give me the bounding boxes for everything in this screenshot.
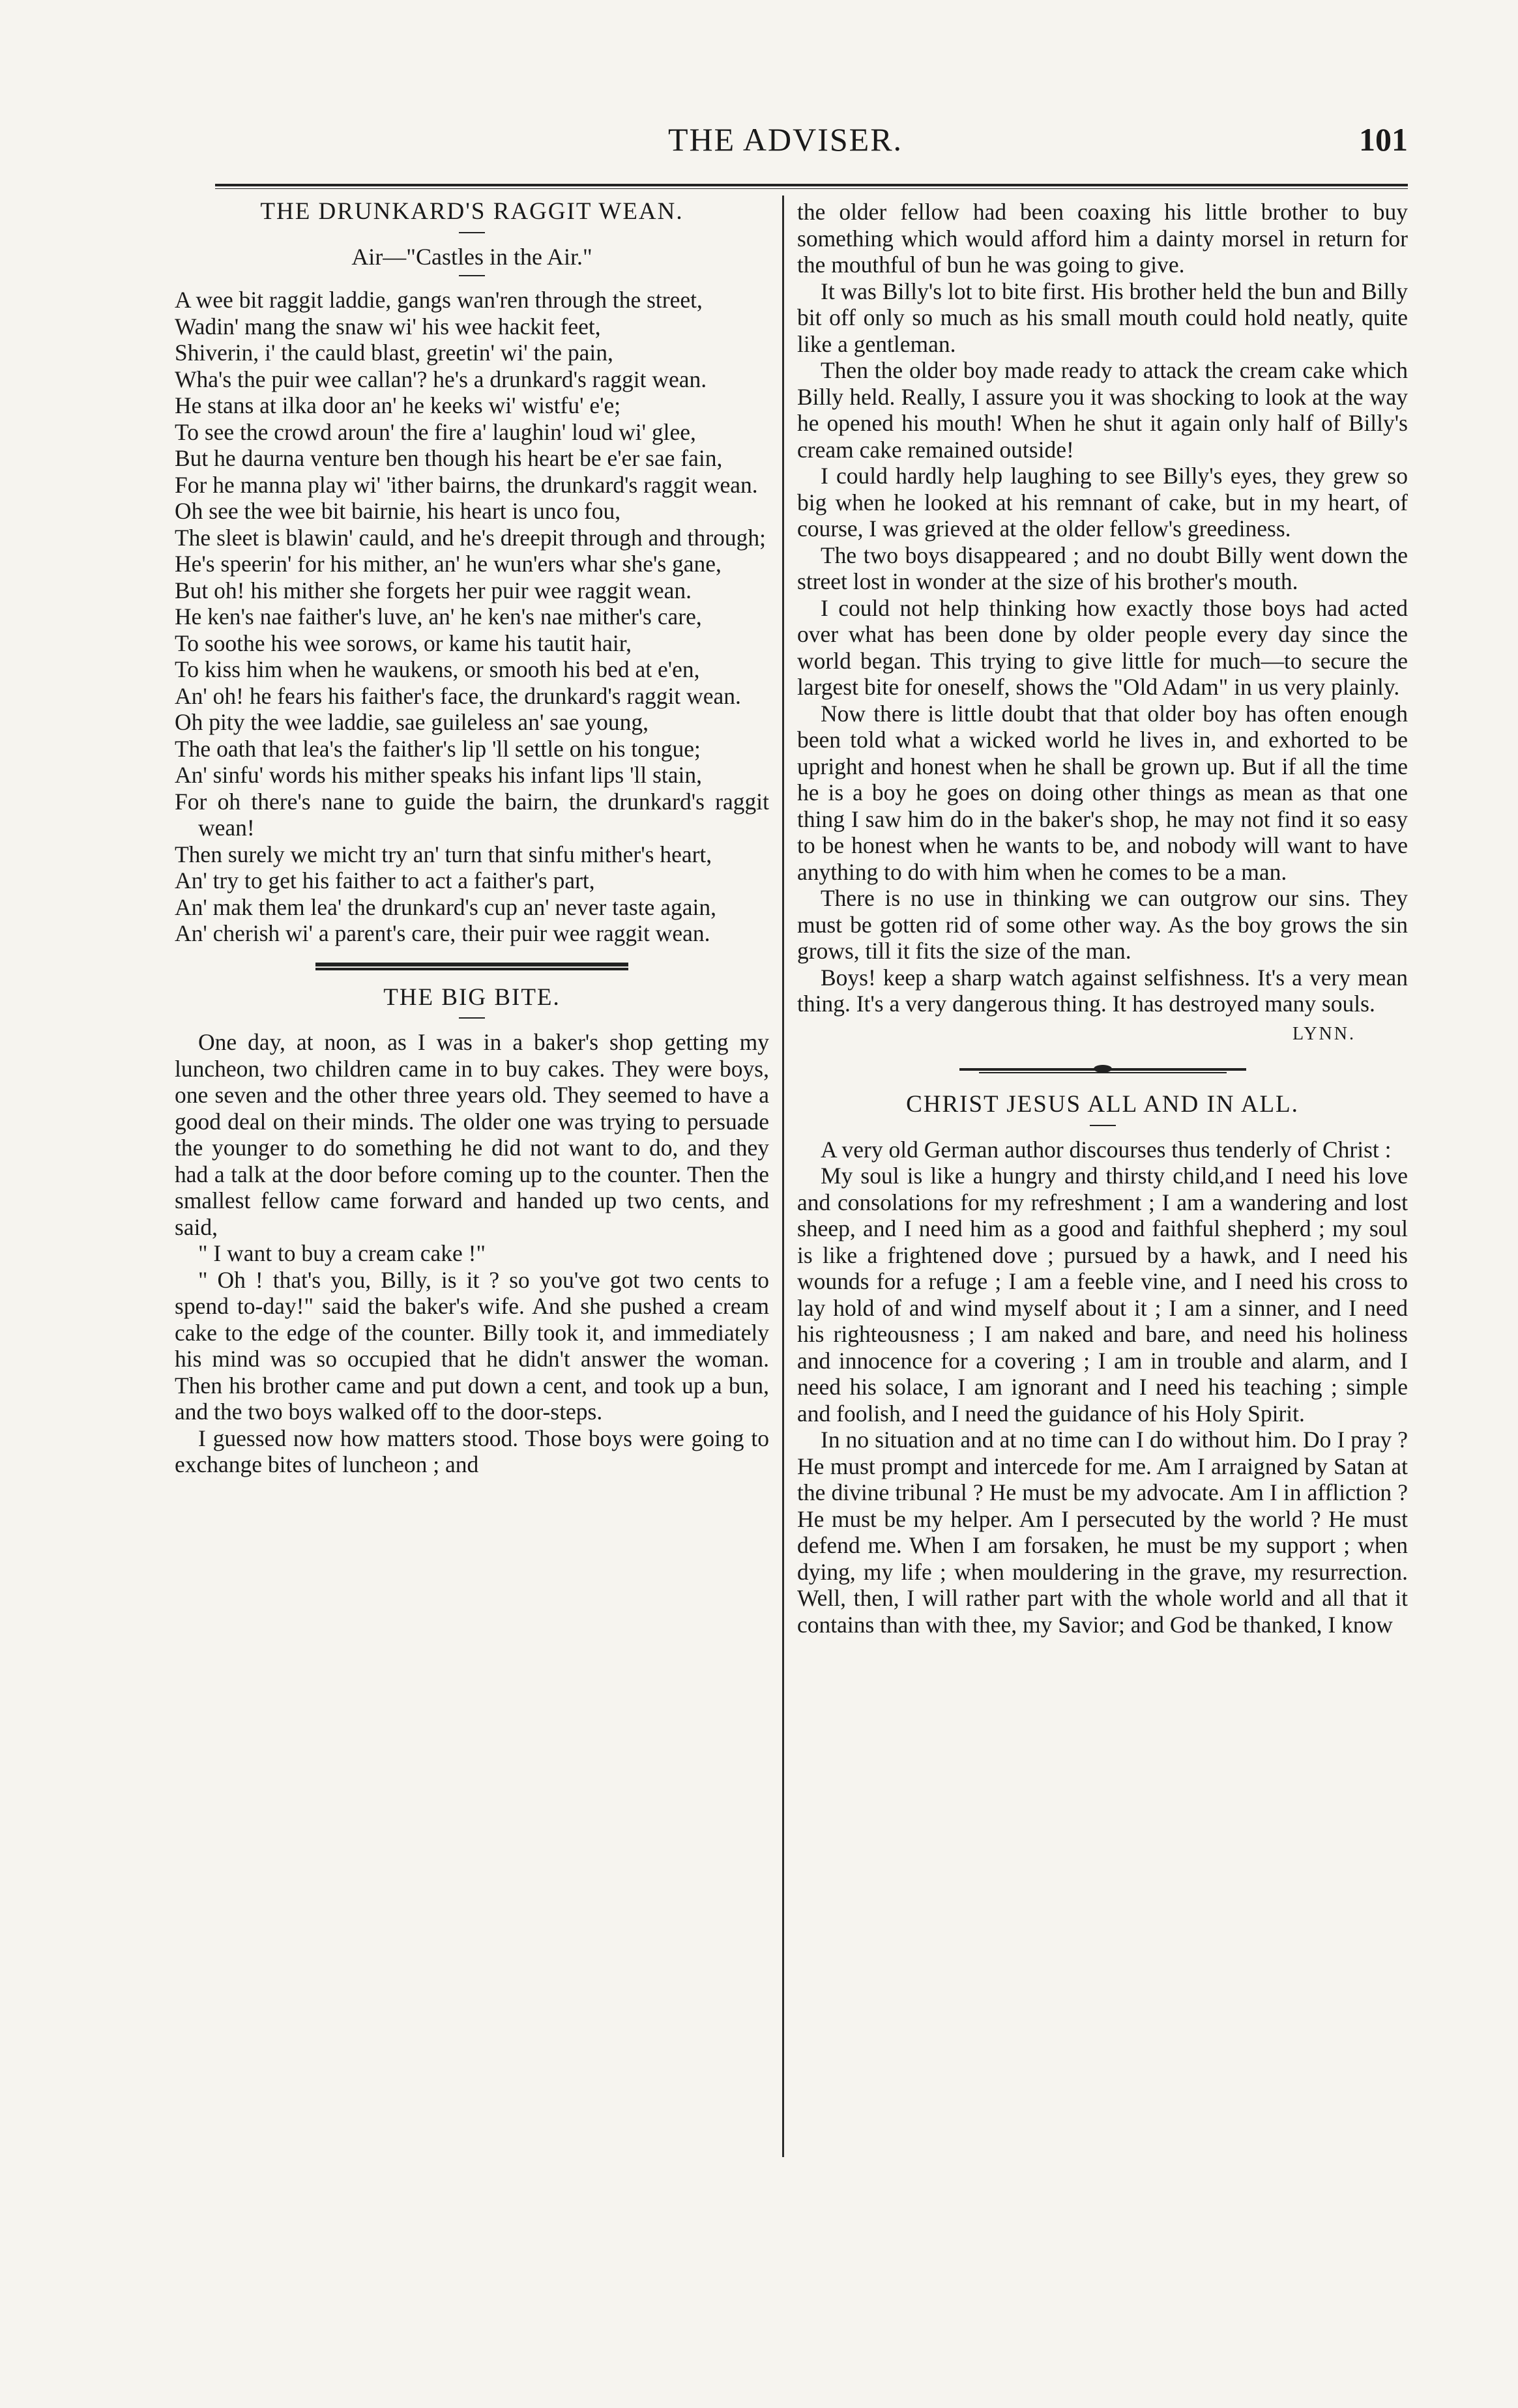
story-paragraph: " I want to buy a cream cake !" xyxy=(198,1240,486,1266)
story-paragraph: It was Billy's lot to bite first. His brother held the bun and Billy bit off only so much as his small mouth could hold neatly, quite like a gentleman. xyxy=(797,278,1408,357)
poem-air: Air—"Castles in the Air." xyxy=(351,243,592,270)
poem-line: Wha's the puir wee callan'? he's a drunkard's raggit wean. xyxy=(175,366,707,392)
story-paragraph: " Oh ! that's you, Billy, is it ? so you've got two cents to spend to-day!" said the baker's wife. And she pushed a cream cake to the edge of the counter. Billy took it, and immediately his mind was so occupied that he didn't answer the woman. Then his brother came and put down a cent, and took up a bun, and the two boys walked off to the door-steps. xyxy=(175,1266,769,1425)
title-dash xyxy=(459,232,485,233)
article-title: CHRIST JESUS ALL AND IN ALL. xyxy=(906,1091,1299,1118)
story-paragraph: I guessed now how matters stood. Those boys were going to exchange bites of luncheon ; and xyxy=(175,1425,769,1477)
article-paragraph: My soul is like a hungry and thirsty child,and I need his love and consolations for my refreshment ; I am a wandering and lost sheep, and I need him as a good and faithful shepherd ; my soul is like a frightened dove ; pursued by a hawk, and I need his wounds for a refuge ; I am a feeble vine, and I need his cross to lay hold of and wind myself about it ; I am a sinner, and I need his righteousness ; I am naked and bare, and need his holiness and innocence for a covering ; I am in trouble and alarm, and I need his solace, I am ignorant and I need his teaching ; simple and foolish, and I need the guidance of his Holy Spirit. xyxy=(797,1163,1408,1427)
page-number: 101 xyxy=(1359,121,1408,158)
story-paragraph: Boys! keep a sharp watch against selfishness. It's a very mean thing. It's a very dangerous thing. It has destroyed many souls. xyxy=(797,964,1408,1017)
right-column xyxy=(797,199,1408,1638)
story-paragraph: Then the older boy made ready to attack the cream cake which Billy held. Really, I assure you it was shocking to look at the way he opened his mouth! When he shut it again only half of Billy's cream cake remained outside! xyxy=(797,357,1408,463)
article-paragraph: A very old German author discourses thus tenderly of Christ : xyxy=(821,1136,1392,1163)
story-paragraph: I could not help thinking how exactly those boys had acted over what has been done by older people every day since the world began. This trying to give little for much—to secure the largest bite for oneself, shows the "Old Adam" in us very plainly. xyxy=(797,594,1408,700)
title-dash xyxy=(459,1017,485,1019)
title-dash xyxy=(1090,1125,1116,1126)
article-body xyxy=(797,1137,1408,1638)
story-paragraph: One day, at noon, as I was in a baker's shop getting my luncheon, two children came in to buy cakes. They were boys, one seven and the other three years old. They seemed to have a good deal on their minds. The older one was trying to persuade the younger to do something he did not want to do, and they had a talk at the door before coming up to the counter. Then the smallest fellow came forward and handed up two cents, and said, xyxy=(175,1029,769,1240)
poem-line: He ken's nae faither's luve, an' he ken's nae mither's care, xyxy=(175,603,702,630)
poem-line: To soothe his wee sorows, or kame his tautit hair, xyxy=(175,630,632,656)
poem-line: An' oh! he fears his faither's face, the drunkard's raggit wean. xyxy=(175,682,741,709)
column-divider xyxy=(782,196,784,2157)
poem-title: THE DRUNKARD'S RAGGIT WEAN. xyxy=(260,198,684,225)
poem-line: For he manna play wi' 'ither bairns, the drunkard's raggit wean. xyxy=(175,471,758,498)
story-continued xyxy=(797,199,1408,1047)
poem-line: The oath that lea's the faither's lip 'll settle on his tongue; xyxy=(175,735,701,762)
poem-line: An' sinfu' words his mither speaks his infant lips 'll stain, xyxy=(175,762,703,788)
poem-line: An' try to get his faither to act a faither's part, xyxy=(175,867,595,893)
poem-line: But he daurna venture ben though his heart be e'er sae fain, xyxy=(175,445,723,471)
story-paragraph: There is no use in thinking we can outgrow our sins. They must be gotten rid of some other way. As the boy grows the sin grows, till it fits the size of the man. xyxy=(797,885,1408,964)
story-title: THE BIG BITE. xyxy=(383,983,561,1011)
left-column xyxy=(175,199,769,1478)
poem-body xyxy=(175,287,769,947)
running-head xyxy=(163,121,1408,160)
story-paragraph: Now there is little doubt that that older boy has often enough been told what a wicked world he lives in, and exhorted to be upright and honest when he shall be grown up. But if all the time he is a boy he goes on doing other things as mean as that one thing I saw him do in the baker's shop, he may not find it so easy to be honest when he wants to be, and nobody will want to have anything to do with him when he comes to be a man. xyxy=(797,700,1408,885)
poem-line: To kiss him when he waukens, or smooth his bed at e'en, xyxy=(175,656,700,682)
poem-line: Wadin' mang the snaw wi' his wee hackit feet, xyxy=(175,313,601,340)
poem-line: Shiverin, i' the cauld blast, greetin' wi' the pain, xyxy=(175,340,613,366)
poem-line: But oh! his mither she forgets her puir wee raggit wean. xyxy=(175,577,692,603)
poem-line: Oh see the wee bit bairnie, his heart is unco fou, xyxy=(175,498,621,524)
ornamental-rule xyxy=(959,1064,1246,1075)
poem-line: For oh there's nane to guide the bairn, the drunkard's raggit wean! xyxy=(175,788,769,841)
poem-line: He stans at ilka door an' he keeks wi' wistfu' e'e; xyxy=(175,392,621,418)
author-signature: LYNN. xyxy=(1292,1023,1356,1044)
poem-line: An' cherish wi' a parent's care, their puir wee raggit wean. xyxy=(175,920,710,946)
running-title: THE ADVISER. xyxy=(667,121,903,158)
story-paragraph: The two boys disappeared ; and no doubt Billy went down the street lost in wonder at the size of his brother's mouth. xyxy=(797,542,1408,594)
story-paragraph: the older fellow had been coaxing his little brother to buy something which would afford him a dainty morsel in return for the mouthful of bun he was going to give. xyxy=(797,199,1408,278)
article-paragraph: In no situation and at no time can I do without him. Do I pray ? He must prompt and intercede for me. Am I arraigned by Satan at the divine tribunal ? He must be my advocate. Am I in affliction ? He must be my helper. Am I persecuted by the world ? He must defend me. When I am forsaken, he must be my support ; when dying, my life ; when mouldering in the grave, my resurrection. Well, then, I will rather part with the whole world and all that it contains than with thee, my Savior; and God be thanked, I know xyxy=(797,1427,1408,1638)
title-dash xyxy=(459,275,485,276)
poem-line: A wee bit raggit laddie, gangs wan'ren through the street, xyxy=(175,287,703,313)
poem-line: To see the crowd aroun' the fire a' laughin' loud wi' glee, xyxy=(175,418,696,445)
story-body xyxy=(175,1029,769,1478)
poem-line: The sleet is blawin' cauld, and he's dreepit through and through; xyxy=(175,524,766,551)
poem-line: An' mak them lea' the drunkard's cup an' never taste again, xyxy=(175,893,716,920)
ornament-icon xyxy=(1094,1065,1112,1073)
poem-line: Then surely we micht try an' turn that sinfu mither's heart, xyxy=(175,841,712,867)
poem-line: Oh pity the wee laddie, sae guileless an' sae young, xyxy=(175,709,649,735)
header-rule xyxy=(215,184,1408,189)
section-rule xyxy=(315,963,628,968)
story-paragraph: I could hardly help laughing to see Billy's eyes, they grew so big when he looked at his remnant of cake, but in my heart, of course, I was grieved at the older fellow's greediness. xyxy=(797,463,1408,542)
poem-line: He's speerin' for his mither, an' he wun'ers whar she's gane, xyxy=(175,551,722,577)
